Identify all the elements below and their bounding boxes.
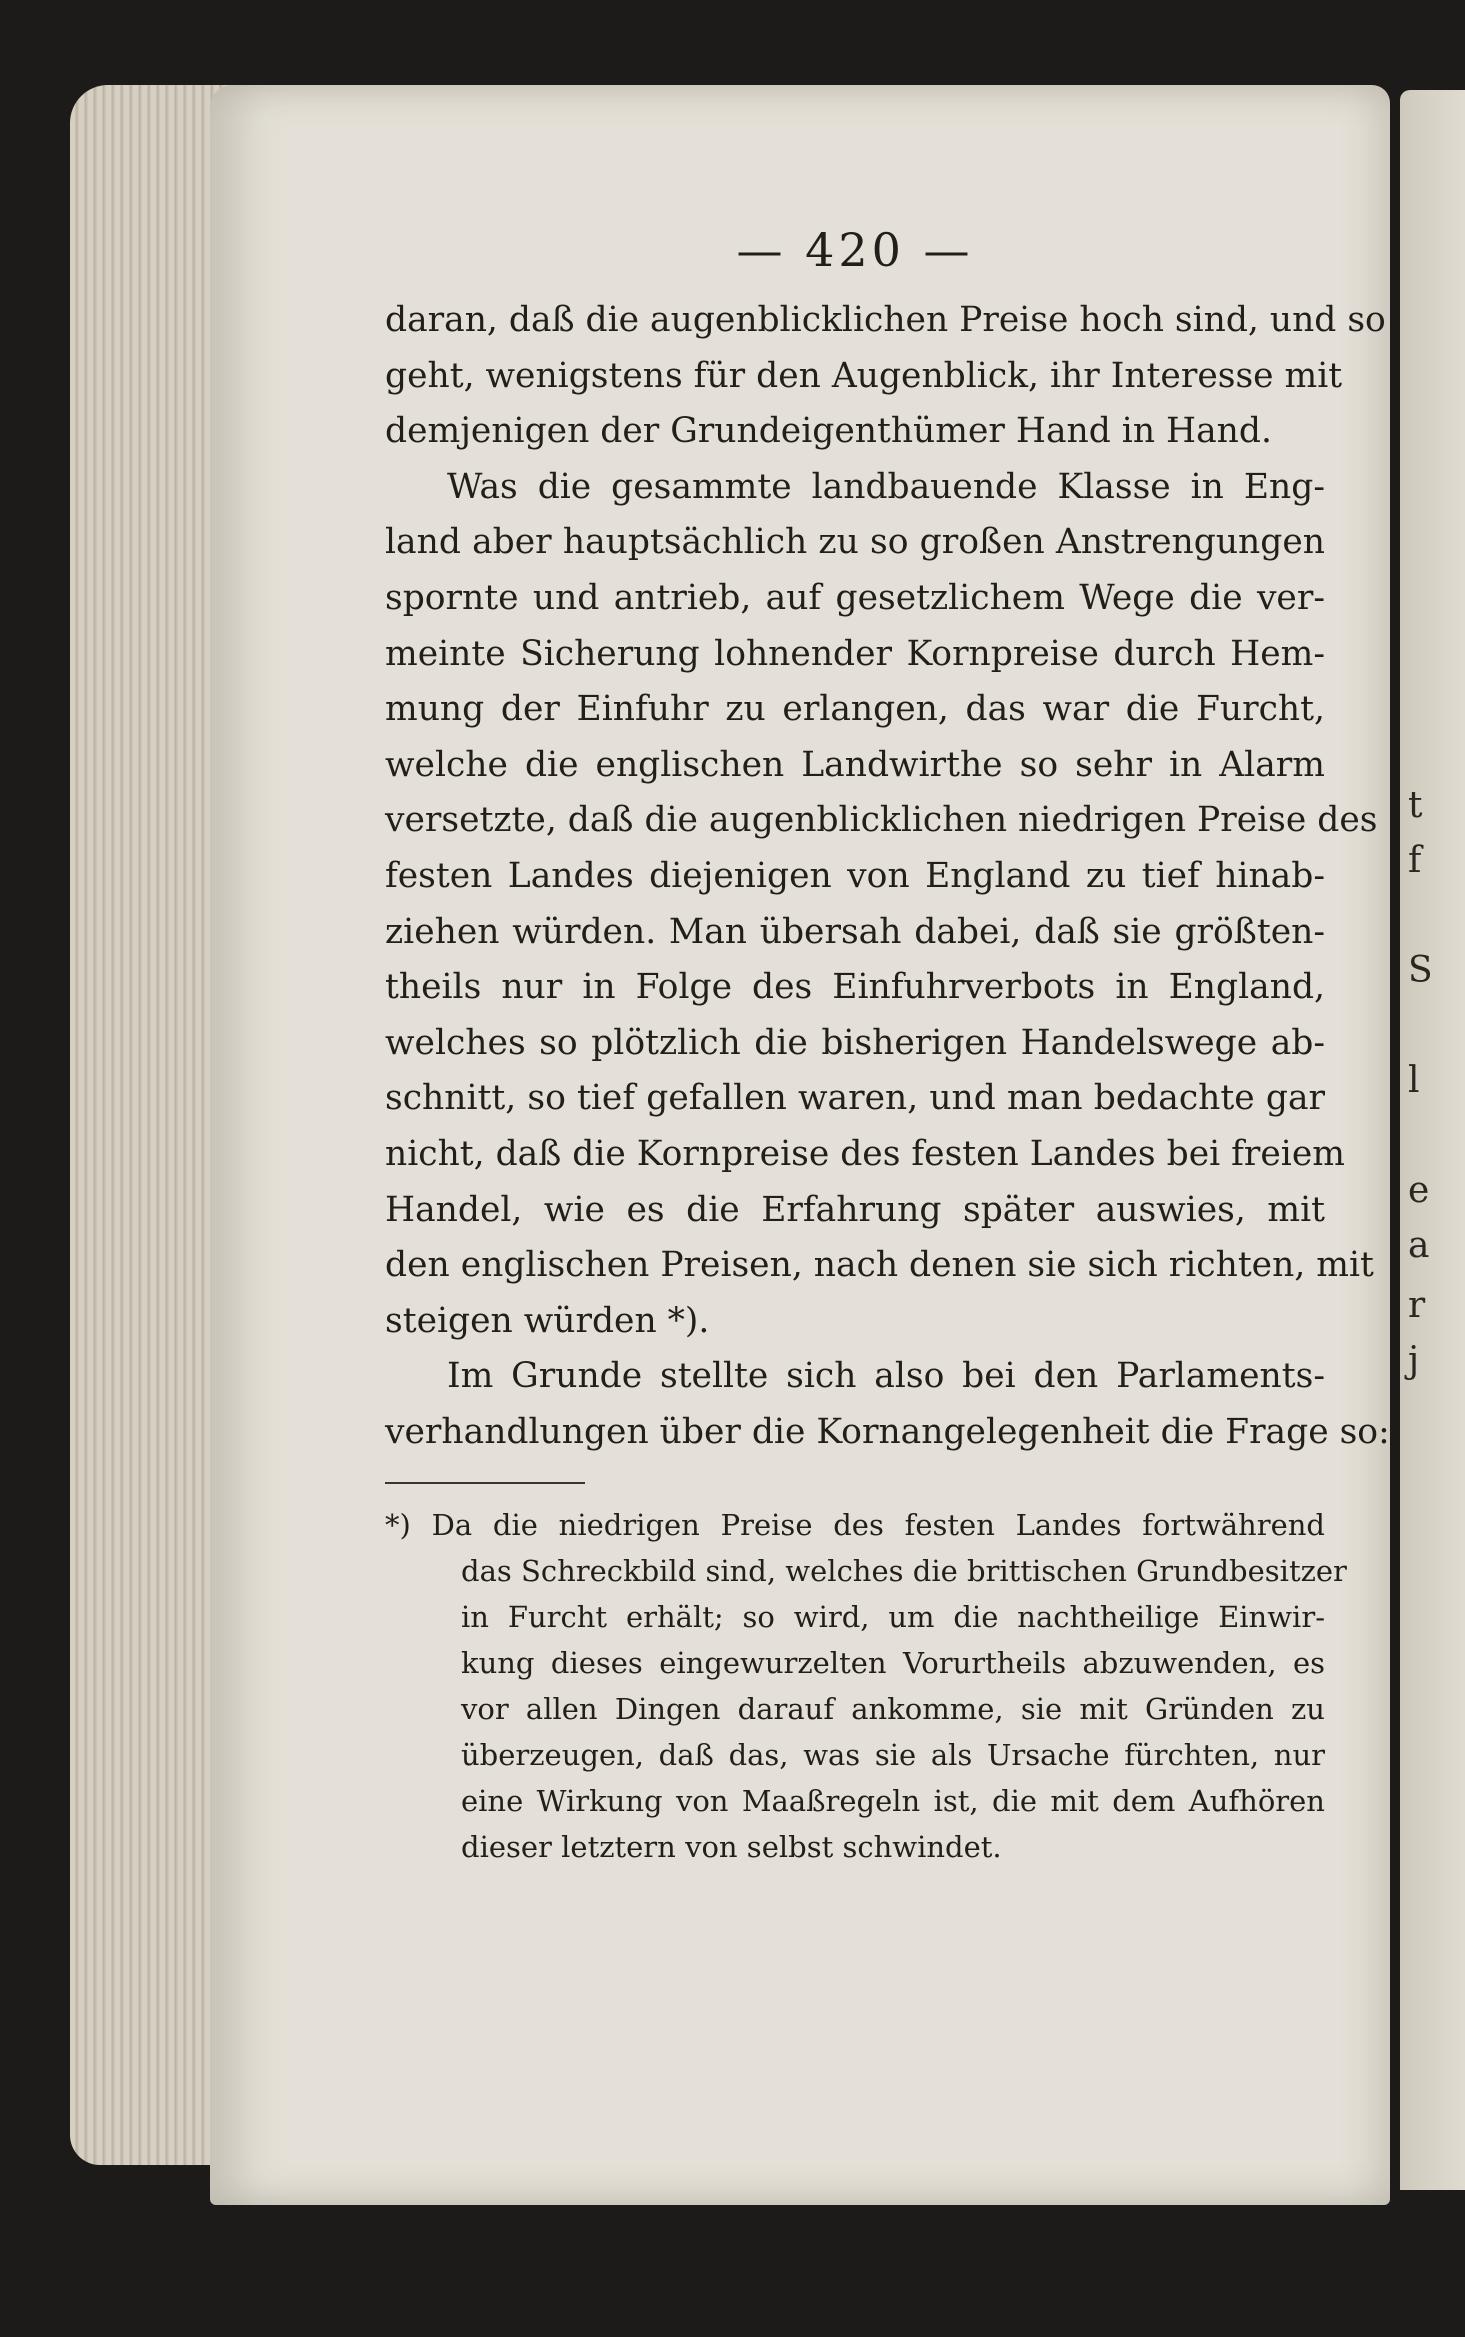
text-line: welche die englischen Landwirthe so sehr in Alarm [385, 744, 1325, 785]
text-line: ziehen würden. Man übersah dabei, daß sie größten- [385, 911, 1325, 952]
facing-glyph: e [1408, 1170, 1430, 1211]
footnote-line: kung dieses eingewurzelten Vorurtheils abzuwenden, es [461, 1646, 1325, 1681]
text-line: schnitt, so tief gefallen waren, und man bedachte gar [385, 1078, 1325, 1119]
footnote-divider [385, 1482, 585, 1484]
footnote-line: *) Da die niedrigen Preise des festen Landes fortwährend [385, 1508, 1325, 1543]
facing-glyph: S [1408, 950, 1433, 991]
text-line: theils nur in Folge des Einfuhrverbots in England, [385, 967, 1325, 1008]
footnote-line: vor allen Dingen darauf ankomme, sie mit Gründen zu [461, 1692, 1325, 1727]
text-line: verhandlungen über die Kornangelegenheit die Frage so: [385, 1411, 1390, 1452]
paragraph-2 [385, 460, 1378, 1350]
page-content [385, 215, 1390, 1870]
text-line: nicht, daß die Kornpreise des festen Landes bei freiem [385, 1133, 1345, 1174]
footnote [385, 1502, 1347, 1870]
book-page [210, 85, 1390, 2205]
text-line: Was die gesammte landbauende Klasse in Eng- [447, 466, 1325, 507]
paragraph-1 [385, 293, 1386, 460]
text-line: festen Landes diejenigen von England zu tief hinab- [385, 855, 1325, 896]
text-line: demjenigen der Grundeigenthümer Hand in Hand. [385, 411, 1272, 452]
footnote-line: dieser letztern von selbst schwindet. [461, 1830, 1002, 1865]
text-line: Handel, wie es die Erfahrung später auswies, mit [385, 1189, 1325, 1230]
facing-glyph: a [1408, 1225, 1430, 1266]
facing-glyph: l [1408, 1060, 1420, 1101]
facing-glyph: t [1408, 785, 1423, 826]
facing-glyph: r [1408, 1285, 1426, 1326]
text-line: mung der Einfuhr zu erlangen, das war die Furcht, [385, 689, 1325, 730]
main-text [385, 293, 1390, 1460]
text-line: den englischen Preisen, nach denen sie sich richten, mit [385, 1245, 1374, 1286]
facing-page-edge [1400, 90, 1465, 2190]
footnote-line: in Furcht erhält; so wird, um die nachtheilige Einwir- [461, 1600, 1325, 1635]
text-line: versetzte, daß die augenblicklichen niedrigen Preise des [385, 800, 1378, 841]
footnote-line: eine Wirkung von Maaßregeln ist, die mit dem Aufhören [461, 1784, 1325, 1819]
text-line: spornte und antrieb, auf gesetzlichem Wege die ver- [385, 577, 1325, 618]
text-line: meinte Sicherung lohnender Kornpreise durch Hem- [385, 633, 1325, 674]
footnote-line: überzeugen, daß das, was sie als Ursache fürchten, nur [461, 1738, 1325, 1773]
footnote-line: das Schreckbild sind, welches die brittischen Grundbesitzer [461, 1554, 1347, 1589]
text-line: daran, daß die augenblicklichen Preise hoch sind, und so [385, 300, 1386, 340]
paragraph-3 [385, 1349, 1390, 1460]
text-line: Im Grunde stellte sich also bei den Parlaments- [447, 1356, 1325, 1397]
facing-glyph: j [1408, 1340, 1420, 1381]
page-number: — 420 — [736, 223, 974, 277]
text-line: land aber hauptsächlich zu so großen Anstrengungen [385, 522, 1325, 563]
text-line: welches so plötzlich die bisherigen Handelswege ab- [385, 1022, 1325, 1063]
text-line: geht, wenigstens für den Augenblick, ihr Interesse mit [385, 355, 1343, 396]
facing-glyph: f [1408, 840, 1422, 881]
text-line: steigen würden *). [385, 1300, 710, 1341]
